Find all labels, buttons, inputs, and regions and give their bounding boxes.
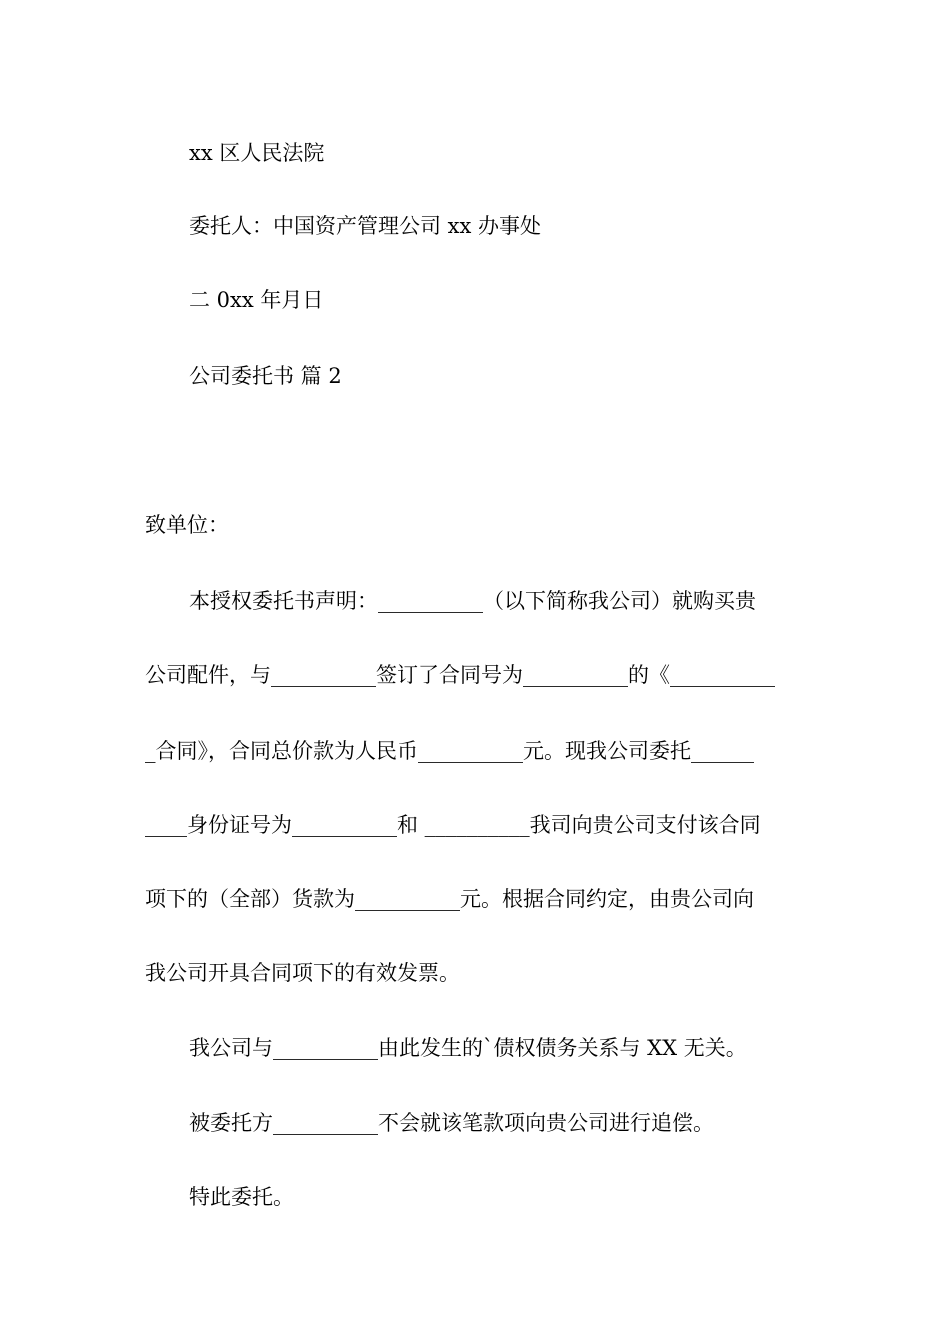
body-paragraph-line: 项下的（全部）货款为__________元。根据合同约定，由贵公司向 (145, 887, 754, 911)
court-name-line: xx 区人民法院 (189, 141, 325, 165)
principal-line: 委托人：中国资产管理公司 xx 办事处 (189, 214, 542, 238)
body-paragraph-line: 被委托方__________不会就该笔款项向贵公司进行追偿。 (189, 1111, 714, 1135)
body-paragraph-line: 我公司与__________由此发生的`债权债务关系与 XX 无关。 (189, 1036, 747, 1060)
body-paragraph-line: _合同》，合同总价款为人民币__________元。现我公司委托______ (145, 739, 754, 763)
section-title: 公司委托书 篇 2 (189, 364, 342, 388)
body-paragraph-line: ____身份证号为__________和 __________我司向贵公司支付该合同 (145, 813, 761, 837)
body-paragraph-line: 我公司开具合同项下的有效发票。 (145, 961, 460, 985)
body-paragraph-line: 本授权委托书声明：__________（以下简称我公司）就购买贵 (189, 589, 756, 613)
date-line: 二 0xx 年月日 (189, 288, 324, 312)
closing-line: 特此委托。 (189, 1185, 294, 1209)
salutation: 致单位： (145, 513, 229, 537)
body-paragraph-line: 公司配件，与__________签订了合同号为__________的《__________ (145, 663, 775, 687)
